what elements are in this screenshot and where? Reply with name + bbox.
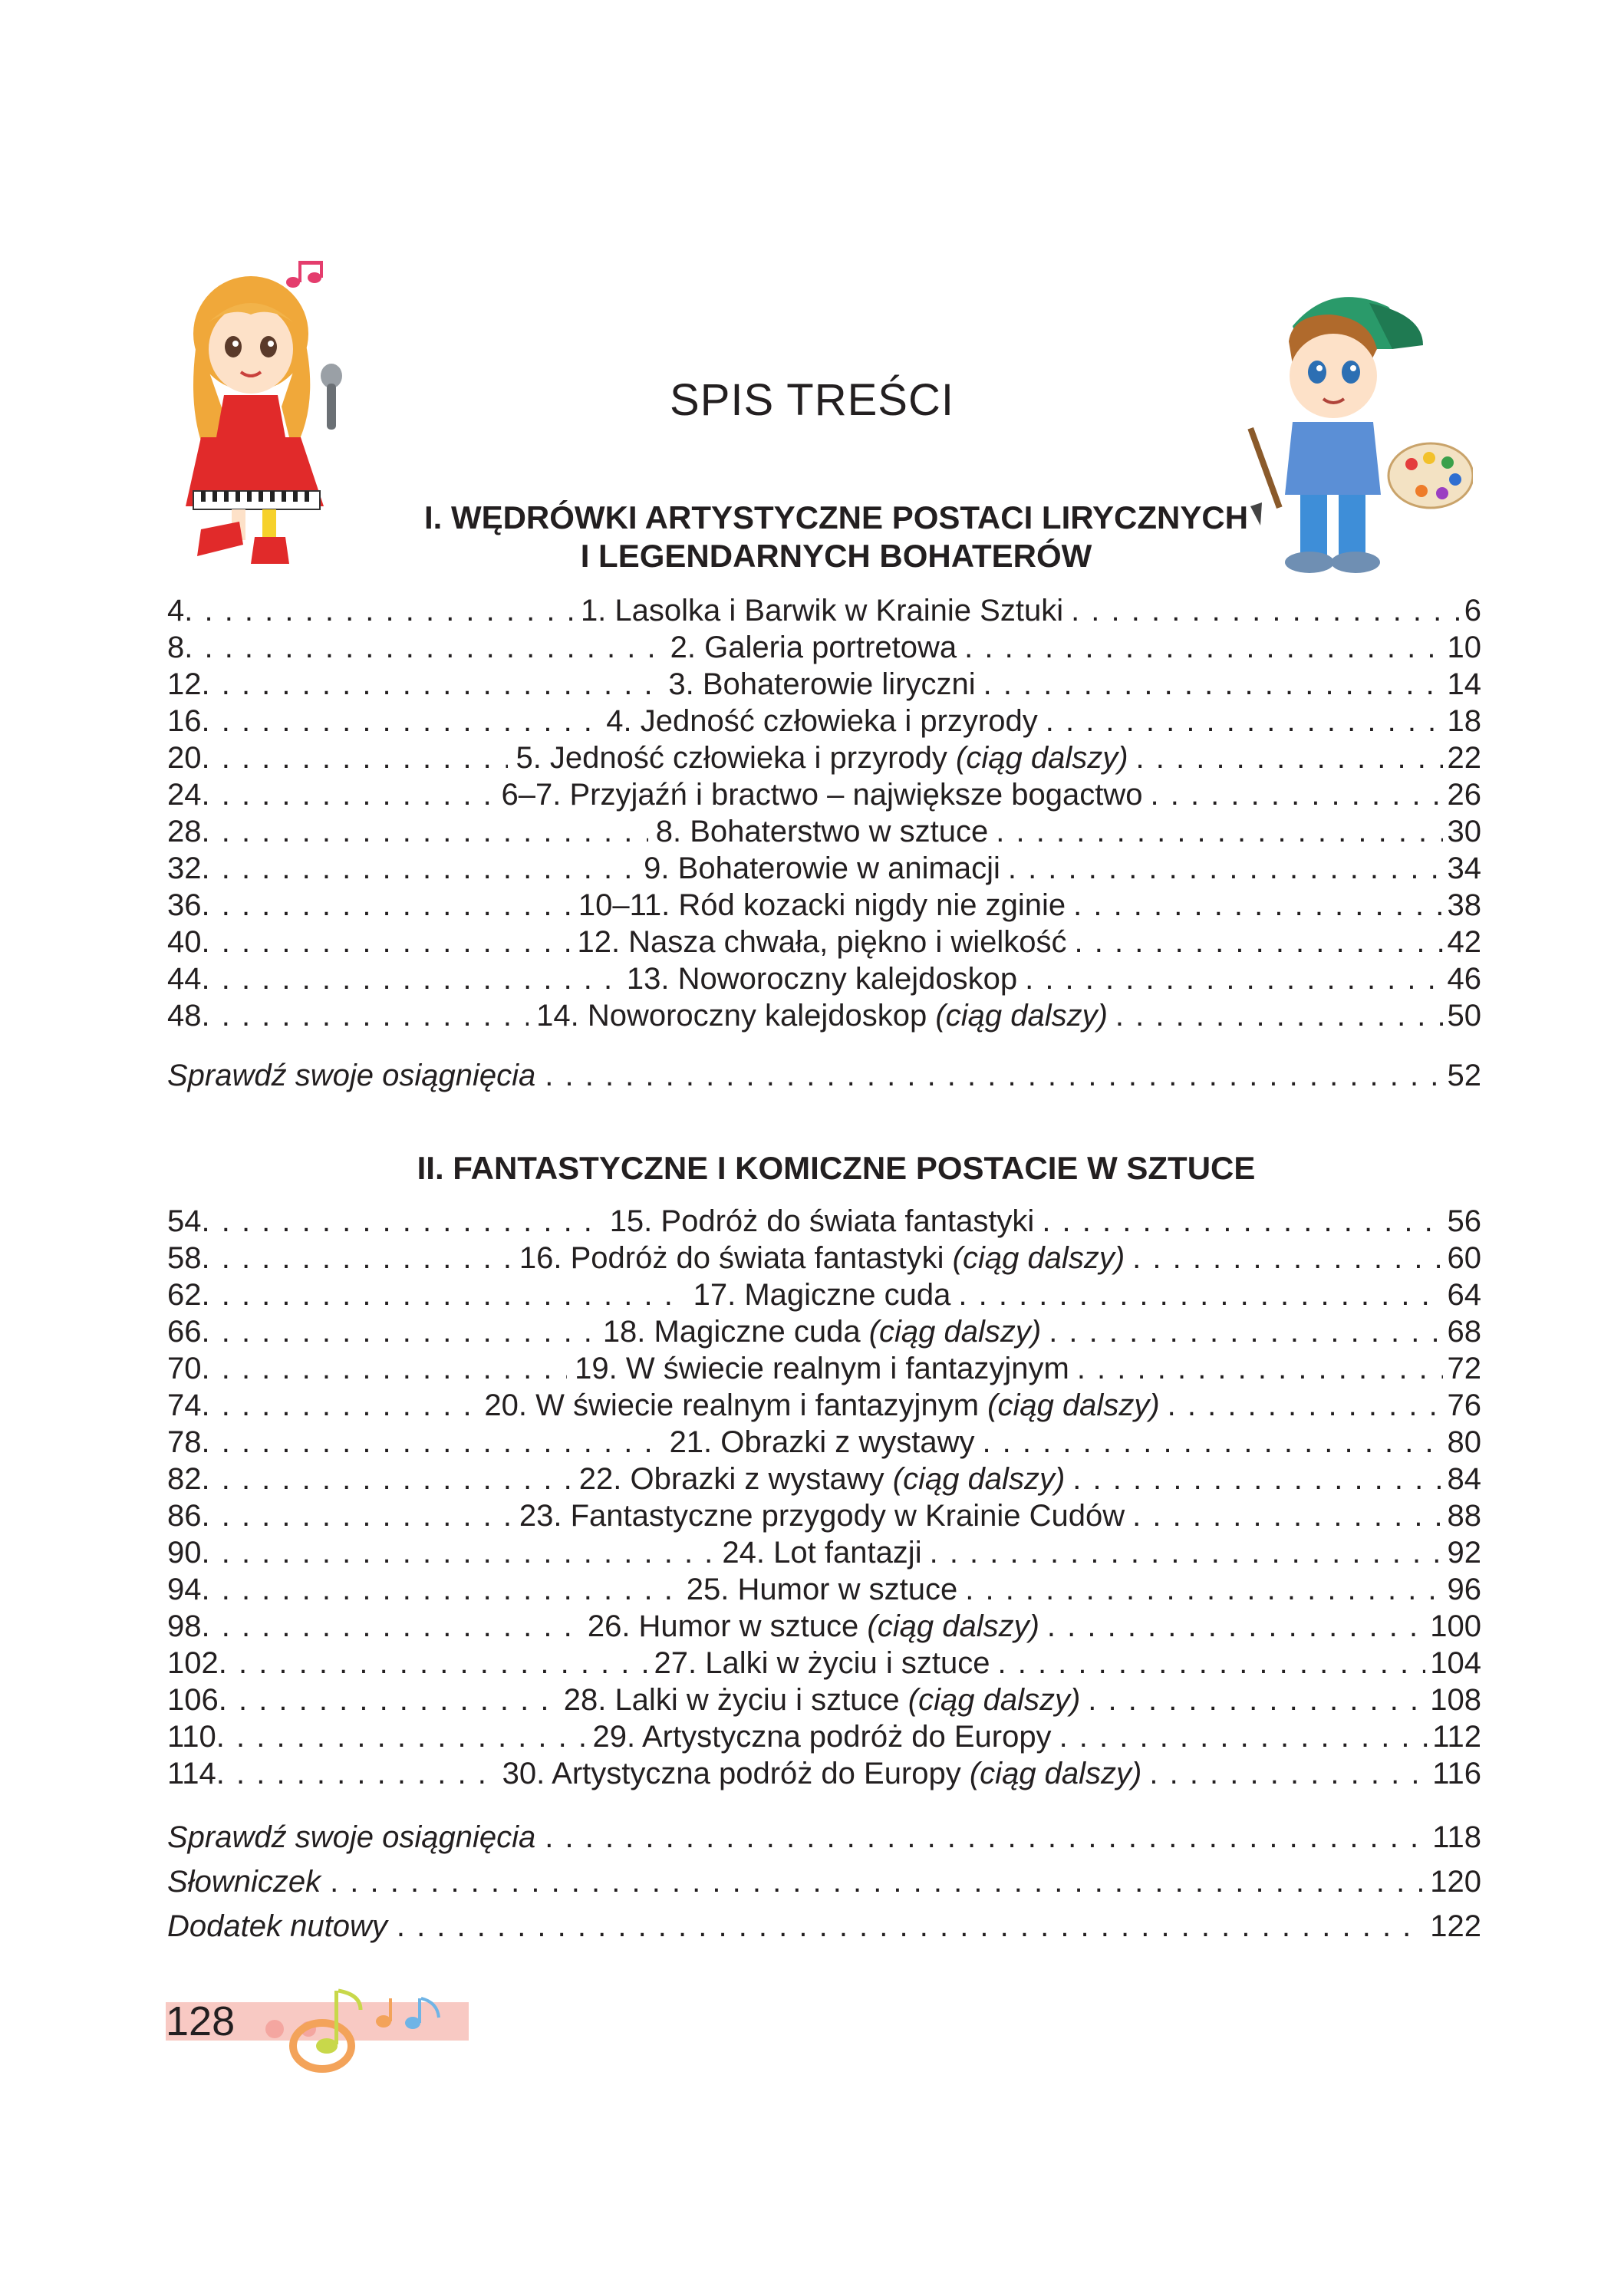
- dot-leader: [184, 592, 573, 629]
- toc-entry: [167, 1534, 1481, 1571]
- entry-title-text: 2. Galeria portretowa: [670, 631, 957, 664]
- end-page: 26: [1447, 778, 1481, 812]
- entry-title: [573, 592, 1071, 629]
- dot-leader: [1071, 592, 1460, 629]
- end-page: 118: [1432, 1820, 1481, 1854]
- entry-title: [476, 1387, 1167, 1424]
- end-page: 104: [1430, 1646, 1481, 1680]
- entry-title-text: 28. Lalki w życiu i sztuce: [563, 1683, 908, 1717]
- dot-leader: [1132, 1240, 1442, 1276]
- entry-title: [508, 740, 1135, 776]
- dot-leader: [202, 703, 599, 740]
- entry-title-text: 4. Jedność człowieka i przyrody: [606, 704, 1038, 738]
- entry-title-continued: (ciąg dalszy): [908, 1683, 1081, 1717]
- end-page: 80: [1447, 1425, 1481, 1459]
- end-page: 96: [1447, 1573, 1481, 1606]
- entry-title-continued: (ciąg dalszy): [952, 1241, 1125, 1275]
- entry-title: [663, 629, 965, 666]
- entry-title: [572, 1461, 1073, 1497]
- toc-entry: [167, 1718, 1481, 1755]
- entry-title: [714, 1534, 929, 1571]
- entry-title: [647, 1645, 998, 1682]
- entry-title-continued: (ciąg dalszy): [867, 1609, 1039, 1643]
- section-1-heading-line-1: I. WĘDRÓWKI ARTYSTYCZNE POSTACI LIRYCZNYCH: [423, 499, 1249, 535]
- end-page: 76: [1447, 1388, 1481, 1422]
- start-page: 12: [167, 667, 202, 701]
- end-page: 38: [1447, 888, 1481, 922]
- entry-title-text: 29. Artystyczna podróż do Europy: [592, 1720, 1052, 1754]
- dot-leader: [202, 1350, 568, 1387]
- entry-title-text: 1. Lasolka i Barwik w Krainie Sztuki: [580, 594, 1064, 628]
- dot-leader: [964, 629, 1442, 666]
- end-page: 18: [1447, 704, 1481, 738]
- toc-entry: [167, 1608, 1481, 1645]
- dot-leader: [1025, 960, 1442, 997]
- section-1-heading-line-2: I LEGENDARNYCH BOHATERÓW: [580, 538, 1092, 574]
- dot-leader: [1073, 887, 1442, 924]
- dot-leader: [965, 1571, 1442, 1608]
- dot-leader: [930, 1534, 1443, 1571]
- dot-leader: [202, 924, 570, 960]
- entry-title-continued: (ciąg dalszy): [892, 1462, 1066, 1496]
- start-page: 44: [167, 962, 202, 996]
- dot-leader: [216, 1755, 495, 1792]
- entry-title-text: 13. Noworoczny kalejdoskop: [626, 962, 1018, 996]
- start-page: 36: [167, 888, 202, 922]
- start-page: 98: [167, 1609, 202, 1643]
- end-page: 64: [1447, 1278, 1481, 1312]
- dot-leader: [330, 1860, 1425, 1904]
- start-page: 102: [167, 1646, 219, 1680]
- entry-title: [585, 1718, 1059, 1755]
- start-page: 48: [167, 999, 202, 1033]
- entry-title-text: 26. Humor w sztuce: [587, 1609, 868, 1643]
- dot-leader: [202, 1424, 662, 1461]
- dot-leader: [958, 1276, 1442, 1313]
- toc-entry: [167, 666, 1481, 703]
- dot-leader: [983, 666, 1443, 703]
- dot-leader: [1115, 997, 1443, 1034]
- entry-title-continued: (ciąg dalszy): [969, 1757, 1142, 1790]
- dot-leader: [202, 1461, 572, 1497]
- toc-entry: [167, 592, 1481, 629]
- start-page: 24: [167, 778, 202, 812]
- dot-leader: [216, 1718, 585, 1755]
- toc-entry: [167, 813, 1481, 850]
- dot-leader: [1132, 1497, 1442, 1534]
- entry-title-continued: (ciąg dalszy): [868, 1315, 1042, 1349]
- start-page: 90: [167, 1536, 202, 1570]
- end-page: 14: [1447, 667, 1481, 701]
- end-page: 60: [1447, 1241, 1481, 1275]
- start-page: 94: [167, 1573, 202, 1606]
- toc-entry: [167, 1497, 1481, 1534]
- appendix-label: Słowniczek: [167, 1865, 321, 1899]
- dot-leader: [202, 1240, 512, 1276]
- dot-leader: [202, 997, 529, 1034]
- dot-leader: [184, 629, 662, 666]
- end-page: 30: [1447, 815, 1481, 848]
- toc-entry: [167, 997, 1481, 1034]
- dot-leader: [202, 740, 509, 776]
- toc-entry: [167, 1276, 1481, 1313]
- entry-title: [512, 1240, 1132, 1276]
- end-page: 22: [1447, 741, 1481, 775]
- end-page: 116: [1432, 1757, 1481, 1790]
- entry-title-text: 19. W świecie realnym i fantazyjnym: [575, 1352, 1069, 1385]
- dot-leader: [202, 813, 648, 850]
- dot-leader: [202, 1571, 679, 1608]
- end-page: 100: [1430, 1609, 1481, 1643]
- toc-entry: [167, 887, 1481, 924]
- page-title: SPIS TREŚCI: [670, 375, 954, 425]
- entry-title: [595, 1313, 1049, 1350]
- toc-section-2: [167, 1203, 1481, 1948]
- entry-title: [556, 1682, 1089, 1718]
- dot-leader: [219, 1645, 647, 1682]
- dot-leader: [202, 666, 661, 703]
- entry-title-text: 17. Magiczne cuda: [693, 1278, 951, 1312]
- palette-icon: [1388, 443, 1473, 508]
- entry-title: [602, 1203, 1043, 1240]
- start-page: 54: [167, 1204, 202, 1238]
- end-page: 92: [1447, 1536, 1481, 1570]
- entry-title-text: 8. Bohaterstwo w sztuce: [655, 815, 989, 848]
- toc-entry: [167, 1571, 1481, 1608]
- entry-title: [580, 1608, 1047, 1645]
- section-2-heading: II. FANTASTYCZNE I KOMICZNE POSTACIE W SZTUCE: [417, 1150, 1256, 1186]
- toc-entry: [167, 629, 1481, 666]
- section-1-heading: [322, 499, 1350, 575]
- start-page: 86: [167, 1499, 202, 1533]
- toc-entry: [167, 1313, 1481, 1350]
- dot-leader: [1072, 1461, 1442, 1497]
- dot-leader: [996, 813, 1442, 850]
- start-page: 114: [167, 1757, 216, 1790]
- dot-leader: [1047, 1608, 1425, 1645]
- entry-title-continued: (ciąg dalszy): [935, 999, 1108, 1033]
- toc-entry: [167, 1350, 1481, 1387]
- entry-title: [494, 776, 1151, 813]
- toc-entry: [167, 1755, 1481, 1792]
- dot-leader: [1042, 1203, 1442, 1240]
- toc-entry: [167, 1645, 1481, 1682]
- toc-section-1: [167, 592, 1481, 1094]
- dot-leader: [982, 1424, 1442, 1461]
- dot-leader: [202, 1608, 580, 1645]
- toc-entry: [167, 1387, 1481, 1424]
- entry-title-text: 27. Lalki w życiu i sztuce: [654, 1646, 990, 1680]
- entry-title-text: 23. Fantastyczne przygody w Krainie Cudów: [519, 1499, 1125, 1533]
- entry-title-text: 10–11. Ród kozacki nigdy nie zginie: [578, 888, 1066, 922]
- toc-entry: [167, 1424, 1481, 1461]
- end-page: 72: [1447, 1352, 1481, 1385]
- start-page: 82: [167, 1462, 202, 1496]
- entry-title-continued: (ciąg dalszy): [956, 741, 1128, 775]
- end-page: 68: [1447, 1315, 1481, 1349]
- dot-leader: [202, 960, 619, 997]
- end-page: 42: [1447, 925, 1481, 959]
- entry-title-text: 5. Jedność człowieka i przyrody: [516, 741, 957, 775]
- entry-title-text: 20. W świecie realnym i fantazyjnym: [484, 1388, 988, 1422]
- entry-title: [679, 1571, 965, 1608]
- end-page: 84: [1447, 1462, 1481, 1496]
- dot-leader: [202, 1497, 512, 1534]
- end-page: 112: [1432, 1720, 1481, 1754]
- end-page: 6: [1464, 594, 1481, 628]
- dot-leader: [219, 1682, 556, 1718]
- entry-title: [495, 1755, 1150, 1792]
- start-page: 78: [167, 1425, 202, 1459]
- entry-title: [529, 997, 1115, 1034]
- start-page: 20: [167, 741, 202, 775]
- end-page: 50: [1447, 999, 1481, 1033]
- entry-title-text: 18. Magiczne cuda: [602, 1315, 869, 1349]
- music-notes-icon: [245, 1975, 476, 2083]
- end-page: 88: [1447, 1499, 1481, 1533]
- dot-leader: [1075, 924, 1443, 960]
- appendix-label: Sprawdź swoje osiągnięcia: [167, 1820, 536, 1854]
- end-page: 108: [1430, 1683, 1481, 1717]
- entry-title-text: 25. Humor w sztuce: [686, 1573, 958, 1606]
- dot-leader: [202, 776, 494, 813]
- start-page: 58: [167, 1241, 202, 1275]
- entry-title-text: 30. Artystyczna podróż do Europy: [502, 1757, 970, 1790]
- dot-leader: [202, 850, 637, 887]
- dot-leader: [1168, 1387, 1443, 1424]
- entry-title-text: 12. Nasza chwała, piękno i wielkość: [577, 925, 1067, 959]
- dot-leader: [202, 1276, 686, 1313]
- dot-leader: [1088, 1682, 1425, 1718]
- dot-leader: [1136, 740, 1443, 776]
- dot-leader: [1077, 1350, 1443, 1387]
- start-page: 40: [167, 925, 202, 959]
- toc-entry: [167, 740, 1481, 776]
- toc-entry: [167, 776, 1481, 813]
- entry-title-text: 3. Bohaterowie liryczni: [668, 667, 976, 701]
- toc-entry: [167, 1461, 1481, 1497]
- entry-title: [660, 666, 983, 703]
- dot-leader: [202, 1387, 477, 1424]
- start-page: 66: [167, 1315, 202, 1349]
- entry-title-text: 22. Obrazki z wystawy: [578, 1462, 893, 1496]
- entry-title: [662, 1424, 983, 1461]
- start-page: 28: [167, 815, 202, 848]
- start-page: 110: [167, 1720, 216, 1754]
- appendix-entry: [167, 1815, 1481, 1860]
- entry-title: [569, 924, 1074, 960]
- start-page: 4: [167, 594, 185, 628]
- entry-title: [619, 960, 1025, 997]
- entry-title-continued: (ciąg dalszy): [987, 1388, 1160, 1422]
- dot-leader: [1049, 1313, 1442, 1350]
- start-page: 8: [167, 631, 185, 664]
- dot-leader: [1151, 776, 1443, 813]
- entry-title-text: 15. Podróż do świata fantastyki: [609, 1204, 1035, 1238]
- end-page: 56: [1447, 1204, 1481, 1238]
- start-page: 62: [167, 1278, 202, 1312]
- toc-entry: [167, 1203, 1481, 1240]
- dot-leader: [202, 887, 571, 924]
- dot-leader: [1046, 703, 1443, 740]
- dot-leader: [1149, 1755, 1428, 1792]
- entry-title: [648, 813, 996, 850]
- dot-leader: [397, 1904, 1425, 1948]
- page-number: 128: [166, 1998, 236, 2044]
- dot-leader: [545, 1815, 1428, 1860]
- appendix-entry: [167, 1860, 1481, 1904]
- entry-title: [512, 1497, 1132, 1534]
- entry-title-text: 9. Bohaterowie w animacji: [644, 852, 1000, 885]
- start-page: 74: [167, 1388, 202, 1422]
- dot-leader: [1008, 850, 1443, 887]
- dot-leader: [202, 1313, 595, 1350]
- dot-leader: [545, 1057, 1442, 1094]
- dot-leader: [997, 1645, 1425, 1682]
- entry-title: [567, 1350, 1077, 1387]
- check-yourself-label: Sprawdź swoje osiągnięcia: [167, 1059, 536, 1092]
- toc-entry: [167, 1240, 1481, 1276]
- end-page: 10: [1447, 631, 1481, 664]
- entry-title: [598, 703, 1045, 740]
- check-yourself-row: [167, 1057, 1481, 1094]
- entry-title-text: 24. Lot fantazji: [722, 1536, 922, 1570]
- end-page: 122: [1430, 1909, 1481, 1943]
- entry-title: [636, 850, 1008, 887]
- start-page: 16: [167, 704, 202, 738]
- start-page: 70: [167, 1352, 202, 1385]
- end-page: 34: [1447, 852, 1481, 885]
- end-page: 52: [1447, 1059, 1481, 1092]
- entry-title-text: 16. Podróż do świata fantastyki: [519, 1241, 953, 1275]
- music-note-icon: [286, 261, 323, 288]
- appendix-entry: [167, 1904, 1481, 1948]
- entry-title-text: 6–7. Przyjaźń i bractwo – największe bogactwo: [501, 778, 1143, 812]
- toc-entry: [167, 703, 1481, 740]
- dot-leader: [202, 1534, 715, 1571]
- dot-leader: [1059, 1718, 1428, 1755]
- entry-title: [686, 1276, 959, 1313]
- entry-title-text: 14. Noworoczny kalejdoskop: [536, 999, 936, 1033]
- appendix-label: Dodatek nutowy: [167, 1909, 387, 1943]
- toc-entry: [167, 960, 1481, 997]
- entry-title-text: 21. Obrazki z wystawy: [669, 1425, 975, 1459]
- toc-entry: [167, 924, 1481, 960]
- end-page: 46: [1447, 962, 1481, 996]
- end-page: 120: [1430, 1865, 1481, 1899]
- start-page: 32: [167, 852, 202, 885]
- dot-leader: [202, 1203, 602, 1240]
- toc-entry: [167, 850, 1481, 887]
- toc-entry: [167, 1682, 1481, 1718]
- entry-title: [571, 887, 1073, 924]
- start-page: 106: [167, 1683, 219, 1717]
